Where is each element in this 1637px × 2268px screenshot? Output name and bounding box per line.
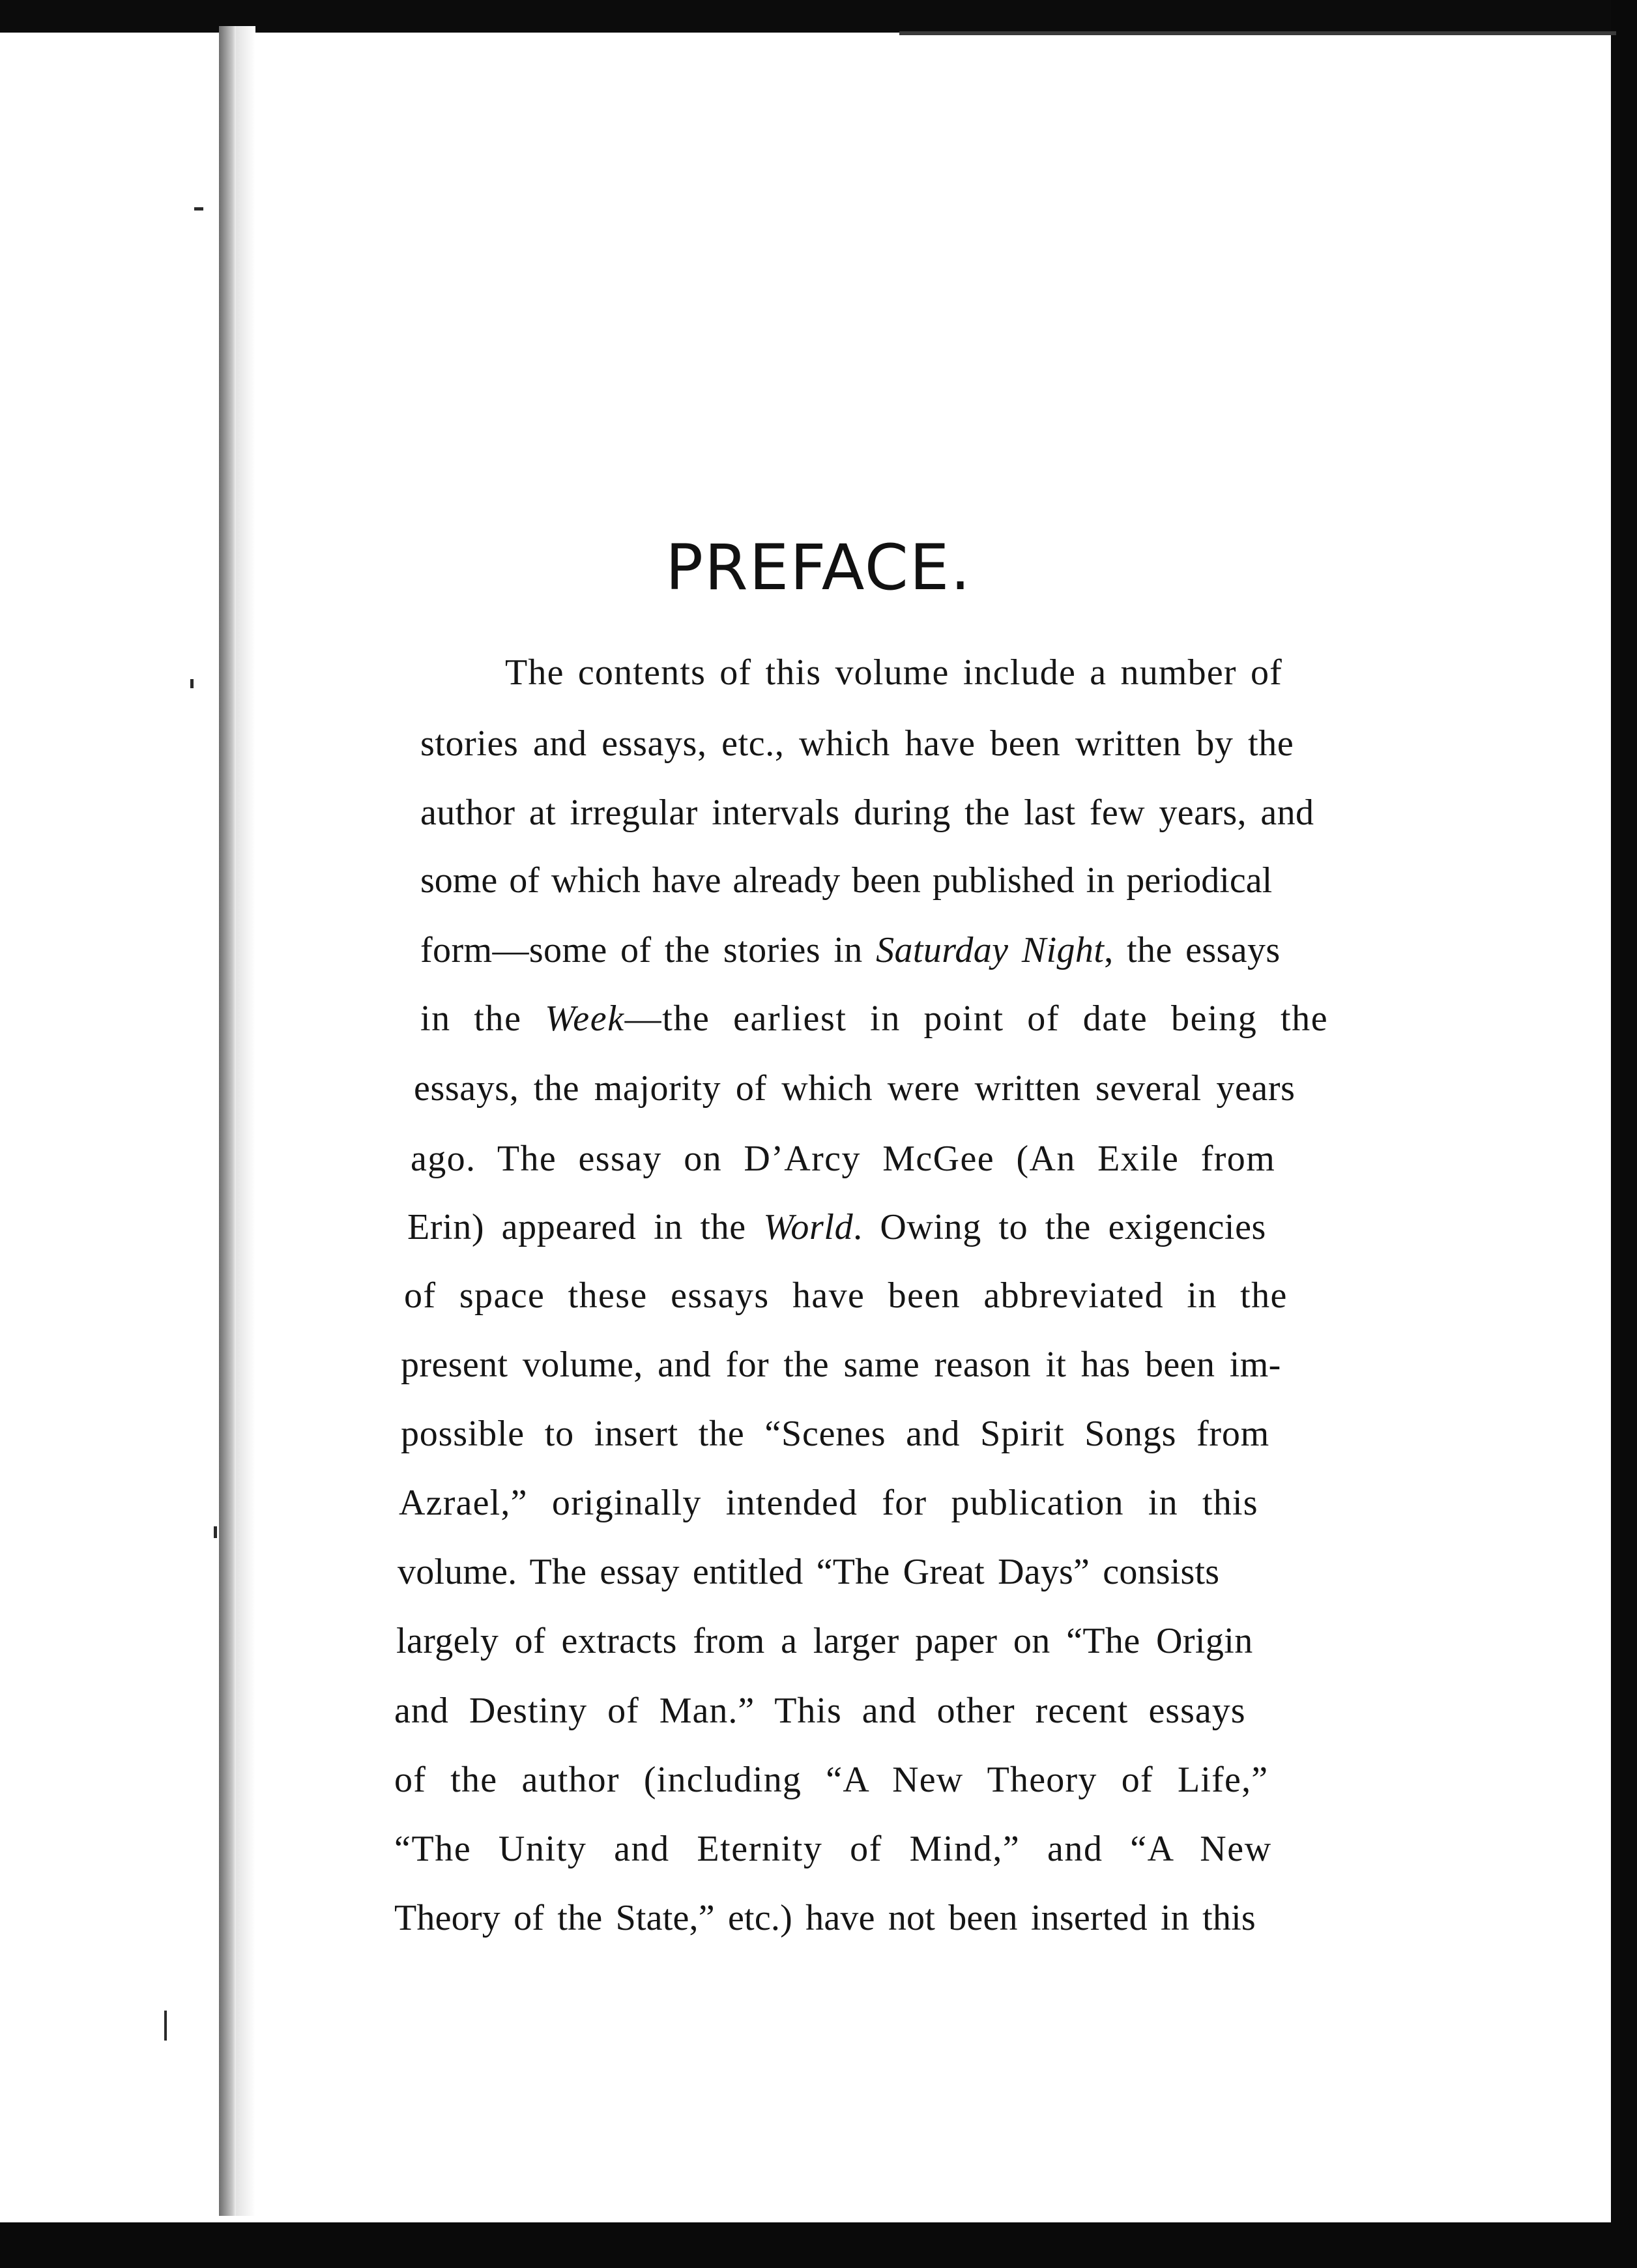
scan-speck [214,1526,217,1538]
text-line-17: of the author (including “A New Theory of Life,” [394,1760,1269,1800]
text-line-14: volume. The essay entitled “The Great Days” consists [398,1552,1220,1592]
top-edge-line [899,31,1616,35]
text-line-11: present volume, and for the same reason it has been im- [401,1345,1281,1385]
text-line-7: essays, the majority of which were written several years [414,1068,1296,1109]
text-line-3: author at irregular intervals during the last few years, and [420,792,1314,833]
text-line-10: of space these essays have been abbreviated in the [404,1275,1288,1316]
binding-gutter [219,26,236,2216]
text-line-1: The contents of this volume include a number of [505,652,1283,693]
text-line-5: form—some of the stories in Saturday Night, the essays [420,930,1281,970]
scan-speck [194,207,203,211]
scan-bottom-border [0,2222,1637,2268]
text-line-6: in the Week—the earliest in point of date being the [420,998,1329,1039]
scan-right-border [1611,0,1637,2268]
text-line-16: and Destiny of Man.” This and other recent essays [394,1691,1246,1731]
scan-speck [190,679,194,688]
text-line-8: ago. The essay on D’Arcy McGee (An Exile from [411,1139,1276,1179]
gutter-shadow [236,26,255,2216]
text-line-15: largely of extracts from a larger paper on “The Origin [396,1621,1253,1661]
text-line-9: Erin) appeared in the World. Owing to the exigencies [407,1207,1266,1247]
text-line-19: Theory of the State,” etc.) have not been inserted in this [394,1898,1256,1938]
text-line-2: stories and essays, etc., which have been written by the [420,723,1294,764]
text-line-13: Azrael,” originally intended for publication in this [399,1483,1258,1523]
text-line-18: “The Unity and Eternity of Mind,” and “A New [394,1829,1272,1869]
text-line-12: possible to insert the “Scenes and Spirit Songs from [401,1414,1270,1454]
page-title: PREFACE. [665,531,972,604]
text-line-4: some of which have already been published in periodical [420,860,1273,901]
scan-speck [164,2011,167,2041]
